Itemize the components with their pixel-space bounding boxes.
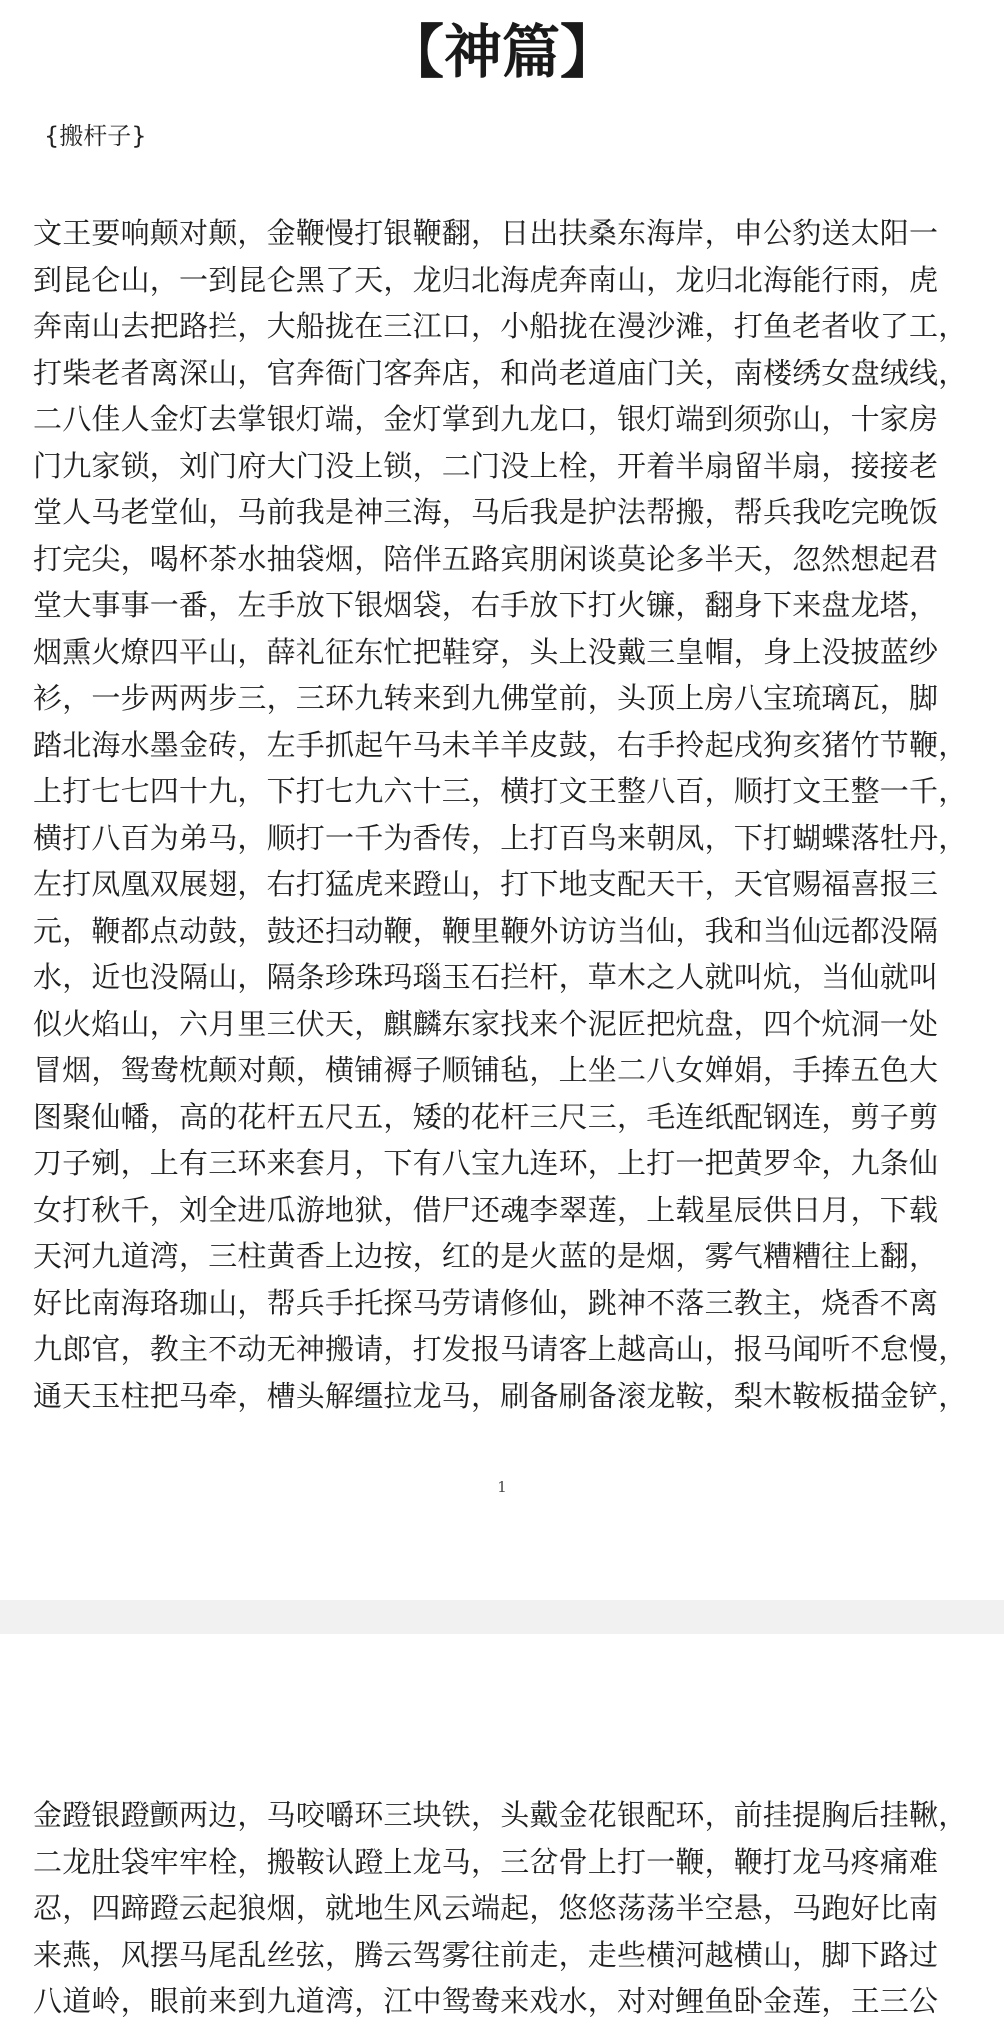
text-line: 文王要响颠对颠，金鞭慢打银鞭翻，日出扶桑东海岸，申公豹送太阳一 <box>33 216 939 250</box>
body-text <box>33 210 983 1419</box>
text-line: 似火焰山，六月里三伏天，麒麟东家找来个泥匠把炕盘，四个炕洞一处 <box>33 1006 939 1041</box>
text-line: 上打七七四十九，下打七九六十三，横打文王整八百，顺打文王整一千， <box>33 774 968 808</box>
text-line: 刀子剜，上有三环来套月，下有八宝九连环，上打一把黄罗伞，九条仙 <box>33 1146 939 1180</box>
text-line: 天河九道湾，三柱黄香上边按，红的是火蓝的是烟，雾气糟糟往上翻， <box>33 1239 939 1273</box>
text-line: 八道岭，眼前来到九道湾，江中鸳鸯来戏水，对对鲤鱼卧金莲，王三公 <box>33 1984 939 2018</box>
text-line: 冒烟，鸳鸯枕颠对颠，横铺褥子顺铺毡，上坐二八女婵娟，手捧五色大 <box>33 1053 939 1087</box>
text-line: 好比南海珞珈山，帮兵手托探马劳请修仙，跳神不落三教主，烧香不离 <box>33 1285 939 1320</box>
text-line: 忍，四蹄蹬云起狼烟，就地生风云端起，悠悠荡荡半空悬，马跑好比南 <box>33 1891 939 1925</box>
text-line: 水，近也没隔山，隔条珍珠玛瑙玉石拦杆，草木之人就叫炕，当仙就叫 <box>33 960 939 994</box>
text-line: 图聚仙幡，高的花杆五尺五，矮的花杆三尺三，毛连纸配钢连，剪子剪 <box>33 1099 939 1134</box>
text-line: 堂大事事一番，左手放下银烟袋，右手放下打火镰，翻身下来盘龙塔， <box>33 588 939 622</box>
text-line: 二龙肚袋牢牢栓，搬鞍认蹬上龙马，三岔骨上打一鞭，鞭打龙马疼痛难 <box>33 1844 939 1879</box>
body-text <box>33 1792 983 2025</box>
text-line: 到昆仑山，一到昆仑黑了天，龙归北海虎奔南山，龙归北海能行雨，虎 <box>33 262 939 297</box>
text-line: 打完尖，喝杯茶水抽袋烟，陪伴五路宾朋闲谈莫论多半天，忽然想起君 <box>33 541 939 576</box>
page-title: 【神篇】 <box>385 18 618 86</box>
text-line: 横打八百为弟马，顺打一千为香传，上打百鸟来朝凤，下打蝴蝶落牡丹， <box>33 820 968 855</box>
text-line: 奔南山去把路拦，大船拢在三江口，小船拢在漫沙滩，打鱼老者收了工， <box>33 309 968 343</box>
text-line: 通天玉柱把马牵，槽头解缰拉龙马，刷备刷备滚龙鞍，梨木鞍板描金铲， <box>33 1378 968 1413</box>
page-separator <box>0 1600 1004 1634</box>
text-line: 来燕，风摆马尾乱丝弦，腾云驾雾往前走，走些横河越横山，脚下路过 <box>33 1937 939 1972</box>
text-line: 烟熏火燎四平山，薛礼征东忙把鞋穿，头上没戴三皇帽，身上没披蓝纱 <box>33 634 939 669</box>
text-line: 踏北海水墨金砖，左手抓起午马未羊羊皮鼓，右手拎起戌狗亥猪竹节鞭， <box>33 727 968 762</box>
text-line: 女打秋千，刘全进瓜游地狱，借尸还魂李翠莲，上载星辰供日月，下载 <box>33 1192 939 1227</box>
text-line: 九郎官，教主不动无神搬请，打发报马请客上越高山，报马闻听不怠慢， <box>33 1332 968 1366</box>
text-line: 金蹬银蹬颤两边，马咬嚼环三块铁，头戴金花银配环，前挂提胸后挂鞦， <box>33 1798 968 1832</box>
text-line: 二八佳人金灯去掌银灯端，金灯掌到九龙口，银灯端到须弥山，十家房 <box>33 402 939 436</box>
text-line: 元，鞭都点动鼓，鼓还扫动鞭，鞭里鞭外访访当仙，我和当仙远都没隔 <box>33 913 939 948</box>
text-line: 左打凤凰双展翅，右打猛虎来蹬山，打下地支配天干，天官赐福喜报三 <box>33 867 939 901</box>
text-line: 衫，一步两两步三，三环九转来到九佛堂前，头顶上房八宝琉璃瓦，脚 <box>33 681 939 715</box>
document-page-2 <box>0 1634 1004 2040</box>
text-line: 门九家锁，刘门府大门没上锁，二门没上栓，开着半扇留半扇，接接老 <box>33 448 939 483</box>
section-subtitle: {搬杆子} <box>44 122 147 150</box>
page-number: 1 <box>497 1478 507 1496</box>
text-line: 堂人马老堂仙，马前我是神三海，马后我是护法帮搬，帮兵我吃完晚饭 <box>33 495 939 529</box>
text-line: 打柴老者离深山，官奔衙门客奔店，和尚老道庙门关，南楼绣女盘绒线， <box>33 355 968 390</box>
